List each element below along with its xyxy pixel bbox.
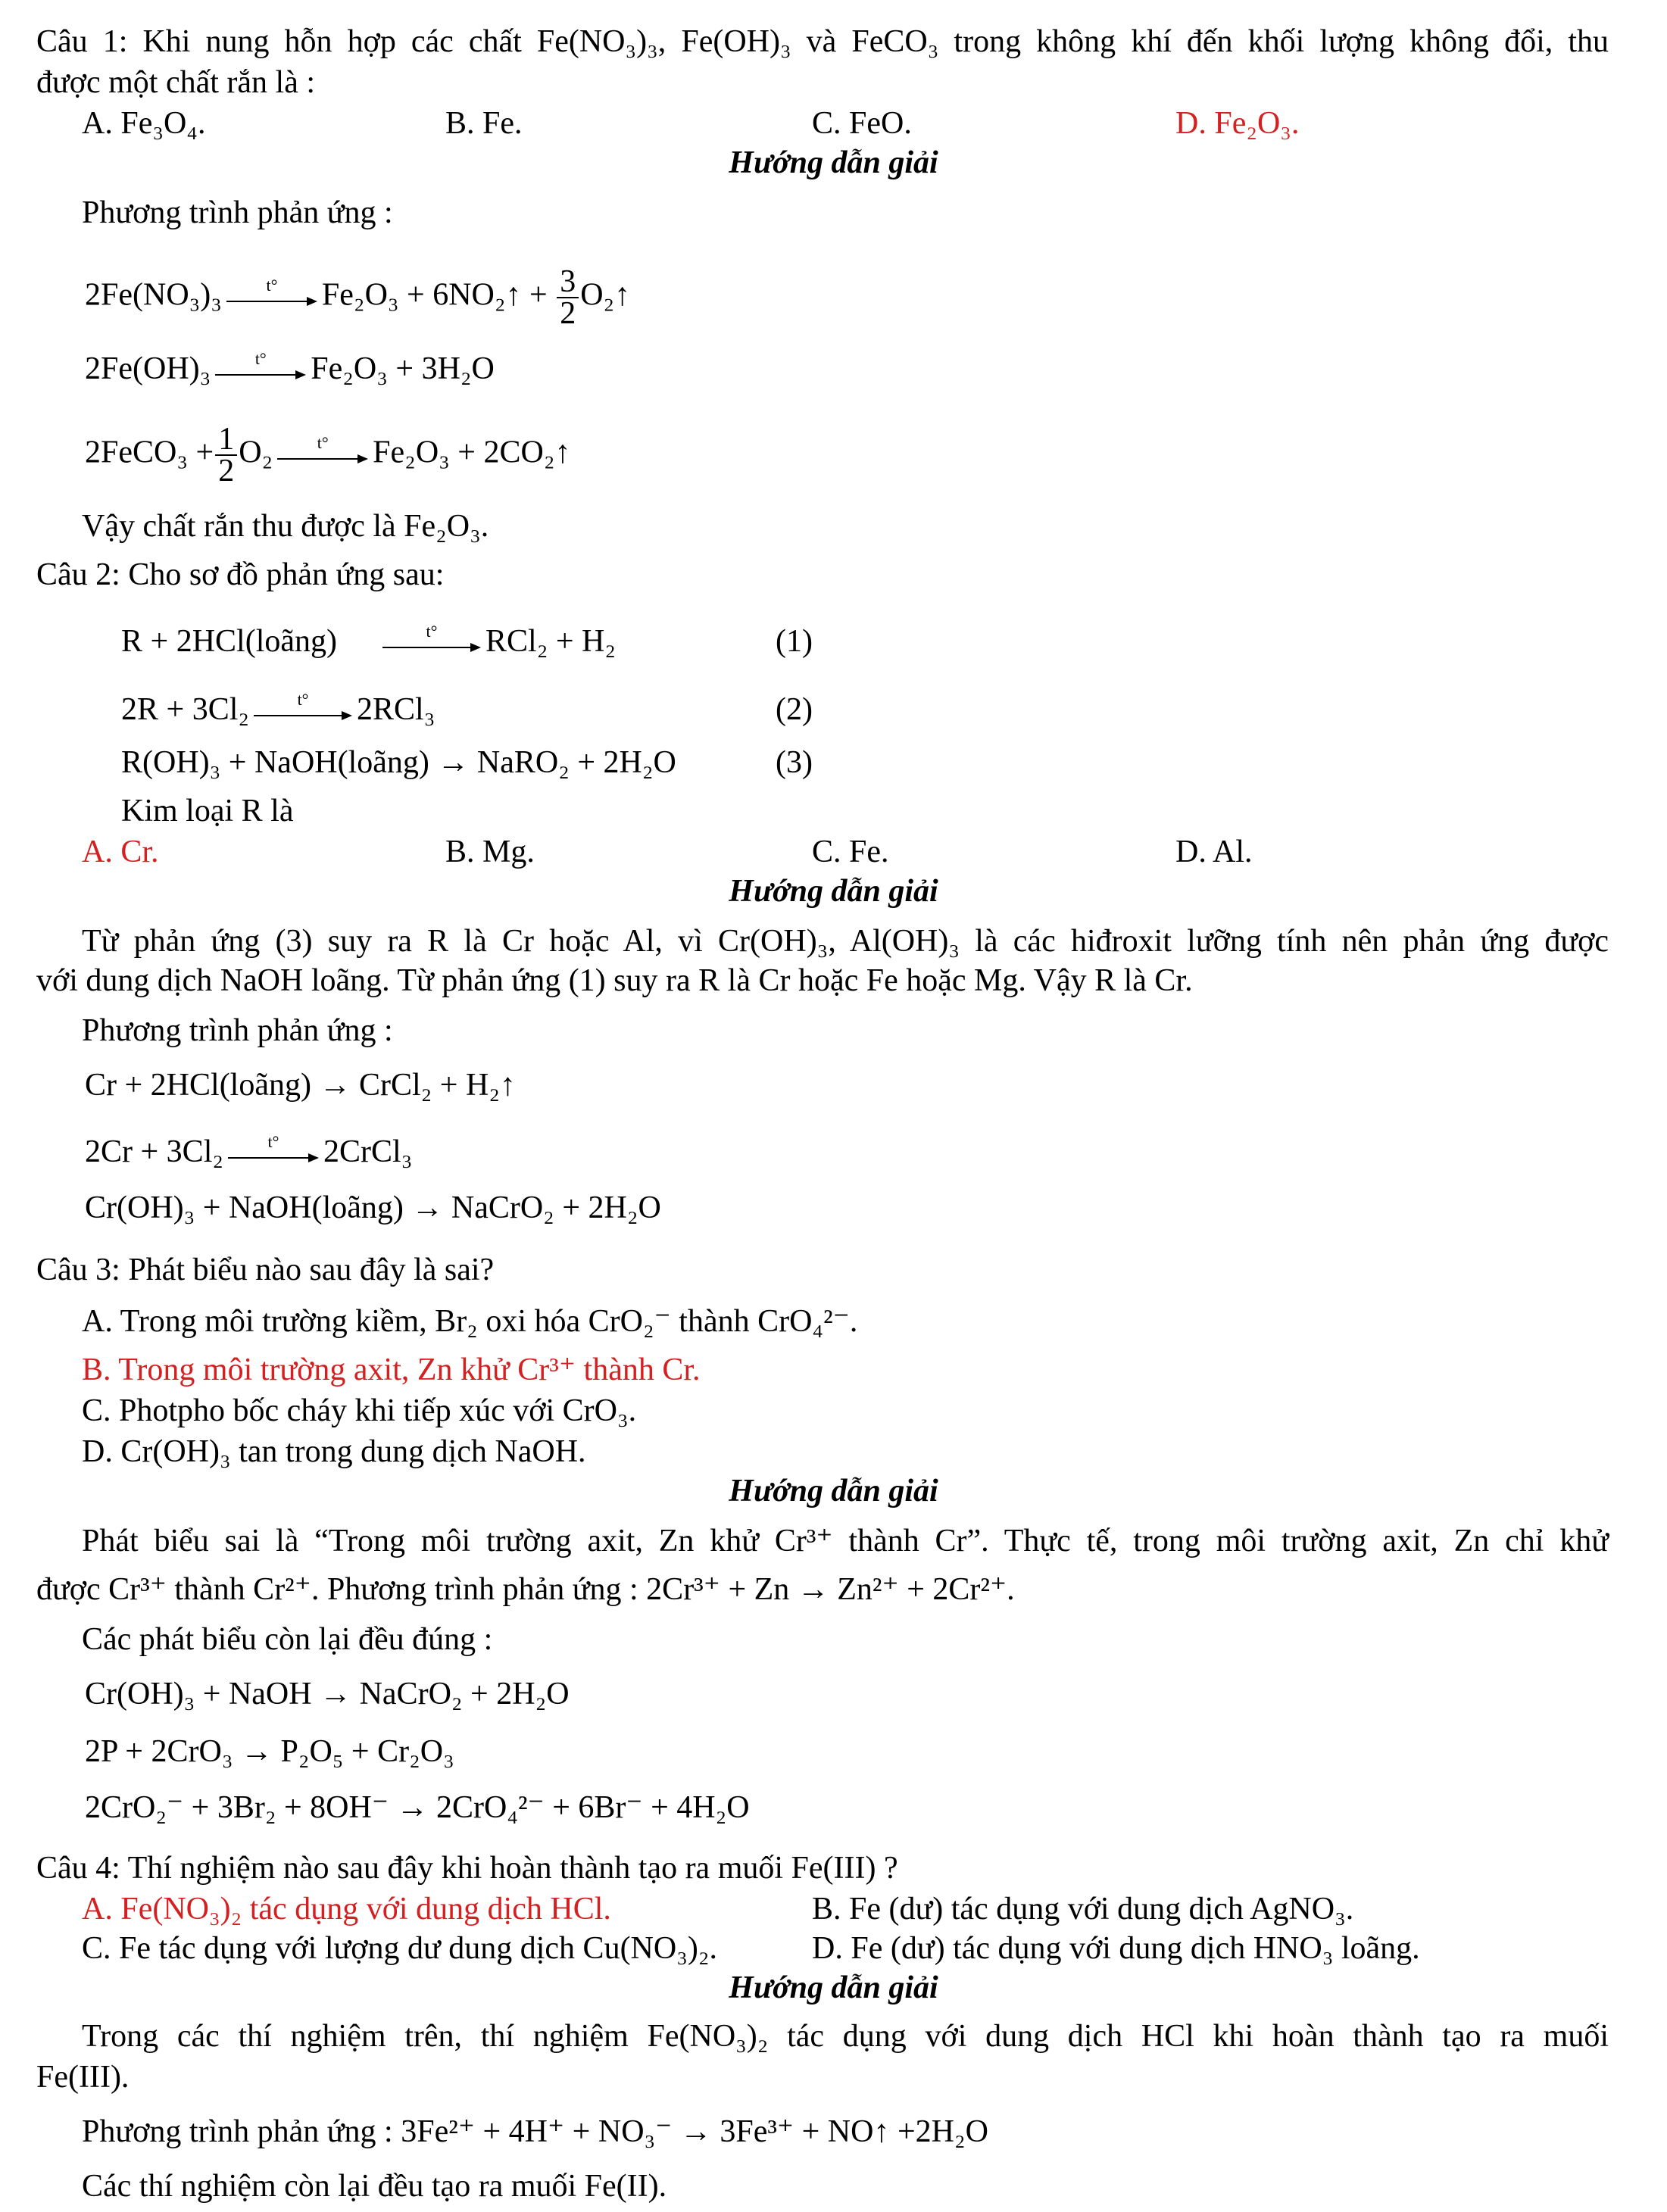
q1-option-b: B. Fe. bbox=[445, 106, 523, 141]
q1-option-d-answer: D. Fe₂O₃. bbox=[1175, 106, 1300, 141]
q3-option-b-answer: B. Trong môi trường axit, Zn khử Cr³⁺ thành Cr. bbox=[82, 1352, 701, 1387]
q3-explanation-2: được Cr³⁺ thành Cr²⁺. Phương trình phản ứng : 2Cr³⁺ + Zn → Zn²⁺ + 2Cr²⁺. bbox=[36, 1572, 1015, 1607]
q1-equation-heading: Phương trình phản ứng : bbox=[82, 195, 393, 230]
q3-option-a: A. Trong môi trường kiềm, Br₂ oxi hóa CrO₂⁻ thành CrO₄²⁻. bbox=[82, 1304, 858, 1339]
q2-reaction-3-number: (3) bbox=[776, 745, 813, 780]
q1-equation-3: 2FeCO₃ + $\frac{1}{2}$ O₂ t° Fe₂O₃ + 2CO₂↑ bbox=[85, 422, 571, 488]
q2-option-a-answer: A. Cr. bbox=[82, 835, 159, 869]
q3-heading: Câu 3: Phát biểu nào sau đây là sai? bbox=[36, 1253, 495, 1287]
q2-guide-heading: Hướng dẫn giải bbox=[729, 874, 938, 909]
q2-option-d: D. Al. bbox=[1175, 835, 1253, 869]
q4-option-d: D. Fe (dư) tác dụng với dung dịch HNO₃ loãng. bbox=[812, 1931, 1420, 1966]
q3-guide-heading: Hướng dẫn giải bbox=[729, 1474, 938, 1508]
q4-option-c: C. Fe tác dụng với lượng dư dung dịch Cu(NO₃)₂. bbox=[82, 1931, 717, 1966]
q4-heading: Câu 4: Thí nghiệm nào sau đây khi hoàn thành tạo ra muối Fe(III) ? bbox=[36, 1851, 898, 1886]
q4-option-a-answer: A. Fe(NO₃)₂ tác dụng với dung dịch HCl. bbox=[82, 1892, 611, 1927]
q2-explanation-2: với dung dịch NaOH loãng. Từ phản ứng (1) suy ra R là Cr hoặc Fe hoặc Mg. Vậy R là Cr. bbox=[36, 963, 1193, 998]
q2-equation-heading: Phương trình phản ứng : bbox=[82, 1013, 393, 1048]
q2-reaction-1: R + 2HCl(loãng) t° RCl₂ + H₂ bbox=[121, 622, 616, 659]
q2-explanation-1: Từ phản ứng (3) suy ra R là Cr hoặc Al, vì Cr(OH)₃, Al(OH)₃ là các hiđroxit lưỡng tính nên phản ứng được bbox=[82, 924, 1609, 959]
q1-conclusion: Vậy chất rắn thu được là Fe₂O₃. bbox=[82, 509, 489, 544]
q3-option-d: D. Cr(OH)₃ tan trong dung dịch NaOH. bbox=[82, 1434, 586, 1469]
q4-explanation-2: Fe(III). bbox=[36, 2060, 130, 2095]
q4-equation: Phương trình phản ứng : 3Fe²⁺ + 4H⁺ + NO₃⁻ → 3Fe³⁺ + NO↑ +2H₂O bbox=[82, 2114, 988, 2149]
q3-explanation-1: Phát biểu sai là “Trong môi trường axit, Zn khử Cr³⁺ thành Cr”. Thực tế, trong môi trường axit, Zn chỉ khử bbox=[82, 1524, 1609, 1558]
q4-explanation-1: Trong các thí nghiệm trên, thí nghiệm Fe(NO₃)₂ tác dụng với dung dịch HCl khi hoàn thành tạo ra muối bbox=[82, 2019, 1609, 2054]
q2-question: Kim loại R là bbox=[121, 794, 294, 828]
q3-remaining-heading: Các phát biểu còn lại đều đúng : bbox=[82, 1622, 493, 1657]
q1-equation-1: 2Fe(NO₃)₃ t° Fe₂O₃ + 6NO₂↑ + $\frac{3}{2}$ O₂↑ bbox=[85, 264, 631, 331]
q1-option-c: C. FeO. bbox=[812, 106, 912, 141]
q2-equation-3: Cr(OH)₃ + NaOH(loãng) → NaCrO₂ + 2H₂O bbox=[85, 1190, 661, 1225]
q1-line2: được một chất rắn là : bbox=[36, 65, 316, 100]
q2-option-b: B. Mg. bbox=[445, 835, 535, 869]
q4-last-line: Các thí nghiệm còn lại đều tạo ra muối Fe(II). bbox=[82, 2169, 667, 2204]
q1-equation-2: 2Fe(OH)₃ t° Fe₂O₃ + 3H₂O bbox=[85, 349, 495, 386]
q2-reaction-3: R(OH)₃ + NaOH(loãng) → NaRO₂ + 2H₂O bbox=[121, 745, 676, 780]
q2-reaction-1-number: (1) bbox=[776, 624, 813, 659]
q3-option-c: C. Photpho bốc cháy khi tiếp xúc với CrO₃. bbox=[82, 1393, 637, 1428]
q1-guide-heading: Hướng dẫn giải bbox=[729, 145, 938, 180]
q2-heading: Câu 2: Cho sơ đồ phản ứng sau: bbox=[36, 557, 445, 592]
q1-line1: Câu 1: Khi nung hỗn hợp các chất Fe(NO₃)₃, Fe(OH)₃ và FeCO₃ trong không khí đến khối lượng không đổi, thu bbox=[36, 24, 1609, 59]
q2-reaction-2-number: (2) bbox=[776, 692, 813, 727]
q4-guide-heading: Hướng dẫn giải bbox=[729, 1970, 938, 2005]
q3-equation-1: Cr(OH)₃ + NaOH → NaCrO₂ + 2H₂O bbox=[85, 1677, 570, 1711]
q3-equation-3: 2CrO₂⁻ + 3Br₂ + 8OH⁻ → 2CrO₄²⁻ + 6Br⁻ + 4H₂O bbox=[85, 1790, 750, 1825]
q2-equation-1: Cr + 2HCl(loãng) → CrCl₂ + H₂↑ bbox=[85, 1068, 516, 1103]
q1-option-a: A. Fe₃O₄. bbox=[82, 106, 206, 141]
q3-equation-2: 2P + 2CrO₃ → P₂O₅ + Cr₂O₃ bbox=[85, 1734, 454, 1769]
q4-option-b: B. Fe (dư) tác dụng với dung dịch AgNO₃. bbox=[812, 1892, 1354, 1927]
q2-option-c: C. Fe. bbox=[812, 835, 889, 869]
q2-reaction-2: 2R + 3Cl₂ t° 2RCl₃ bbox=[121, 690, 435, 727]
q2-equation-2: 2Cr + 3Cl₂ t° 2CrCl₃ bbox=[85, 1132, 413, 1169]
